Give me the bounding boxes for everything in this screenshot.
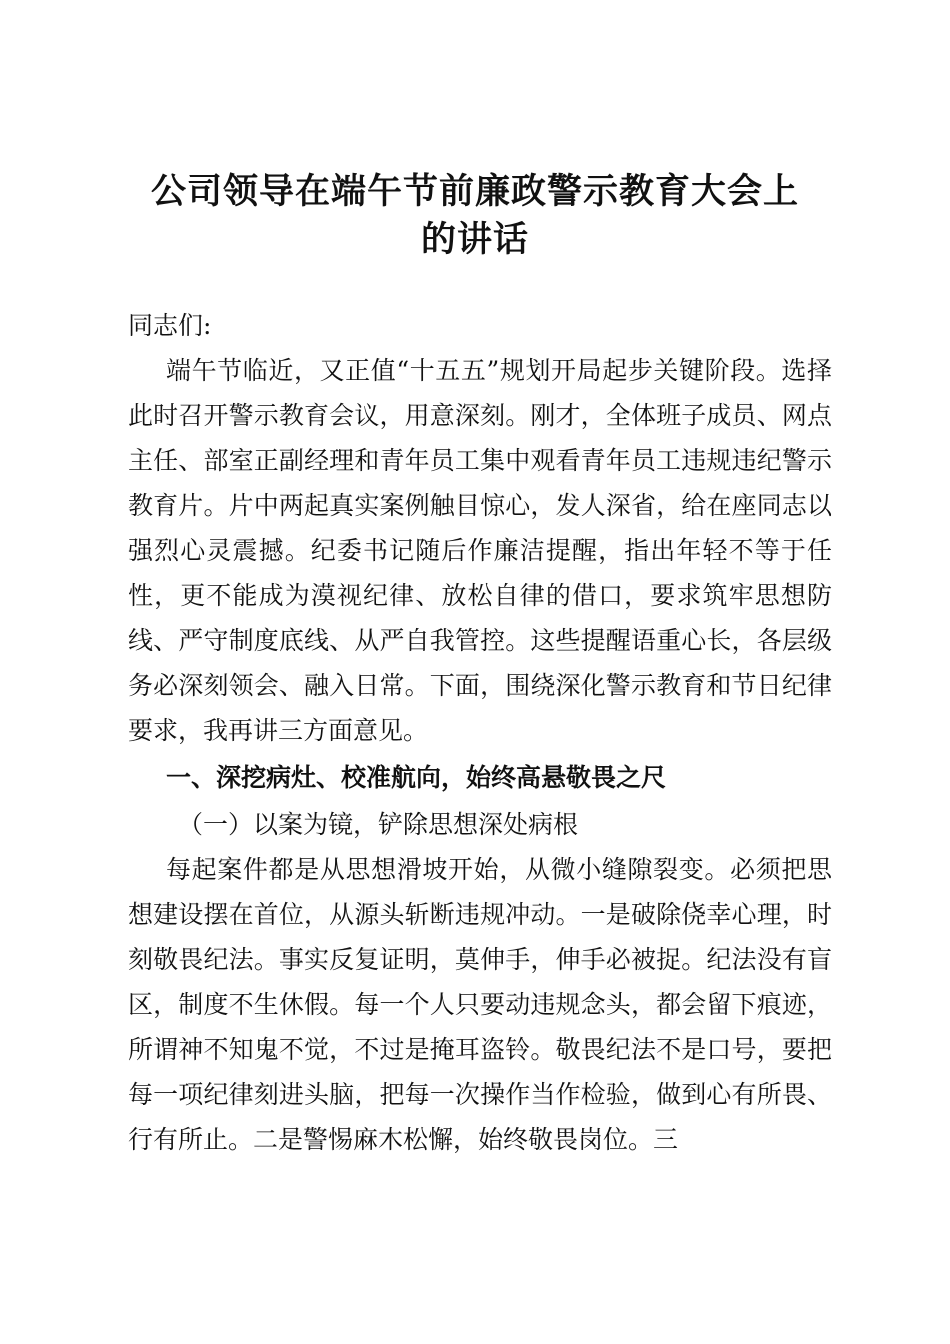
salutation: 同志们:	[128, 311, 212, 340]
document-title	[120, 168, 830, 264]
title-line-2: 的讲话	[420, 219, 529, 260]
paragraph-intro: 端午节临近，又正值“十五五”规划开局起步关键阶段。选择此时召开警示教育会议，用意深刻。刚才，全体班子成员、网点主任、部室正副经理和青年员工集中观看青年员工违规违纪警示教育片。片中两起真实案例触目惊心，发人深省，给在座同志以强烈心灵震撼。纪委书记随后作廉洁提醒，指出年轻不等于任性，更不能成为漠视纪律、放松自律的借口，要求筑牢思想防线、严守制度底线、从严自我管控。这些提醒语重心长，各层级务必深刻领会、融入日常。下面，围绕深化警示教育和节日纪律要求，我再讲三方面意见。	[128, 356, 832, 745]
subsection-heading-1: （一）以案为镜，铲除思想深处病根	[178, 810, 579, 839]
document-body	[128, 303, 832, 1162]
paragraph-section-1: 每起案件都是从思想滑坡开始，从微小缝隙裂变。必须把思想建设摆在首位，从源头斩断违规冲动。一是破除侥幸心理，时刻敬畏纪法。事实反复证明，莫伸手，伸手必被捉。纪法没有盲区，制度不生休假。每一个人只要动违规念头，都会留下痕迹，所谓神不知鬼不觉，不过是掩耳盗铃。敬畏纪法不是口号，要把每一项纪律刻进头脑，把每一次操作当作检验，做到心有所畏、行有所止。二是警惕麻木松懈，始终敬畏岗位。三	[128, 855, 832, 1154]
title-line-1: 公司领导在端午节前廉政警示教育大会上	[150, 171, 799, 212]
section-heading-1: 一、深挖病灶、校准航向，始终高悬敬畏之尺	[166, 763, 667, 792]
